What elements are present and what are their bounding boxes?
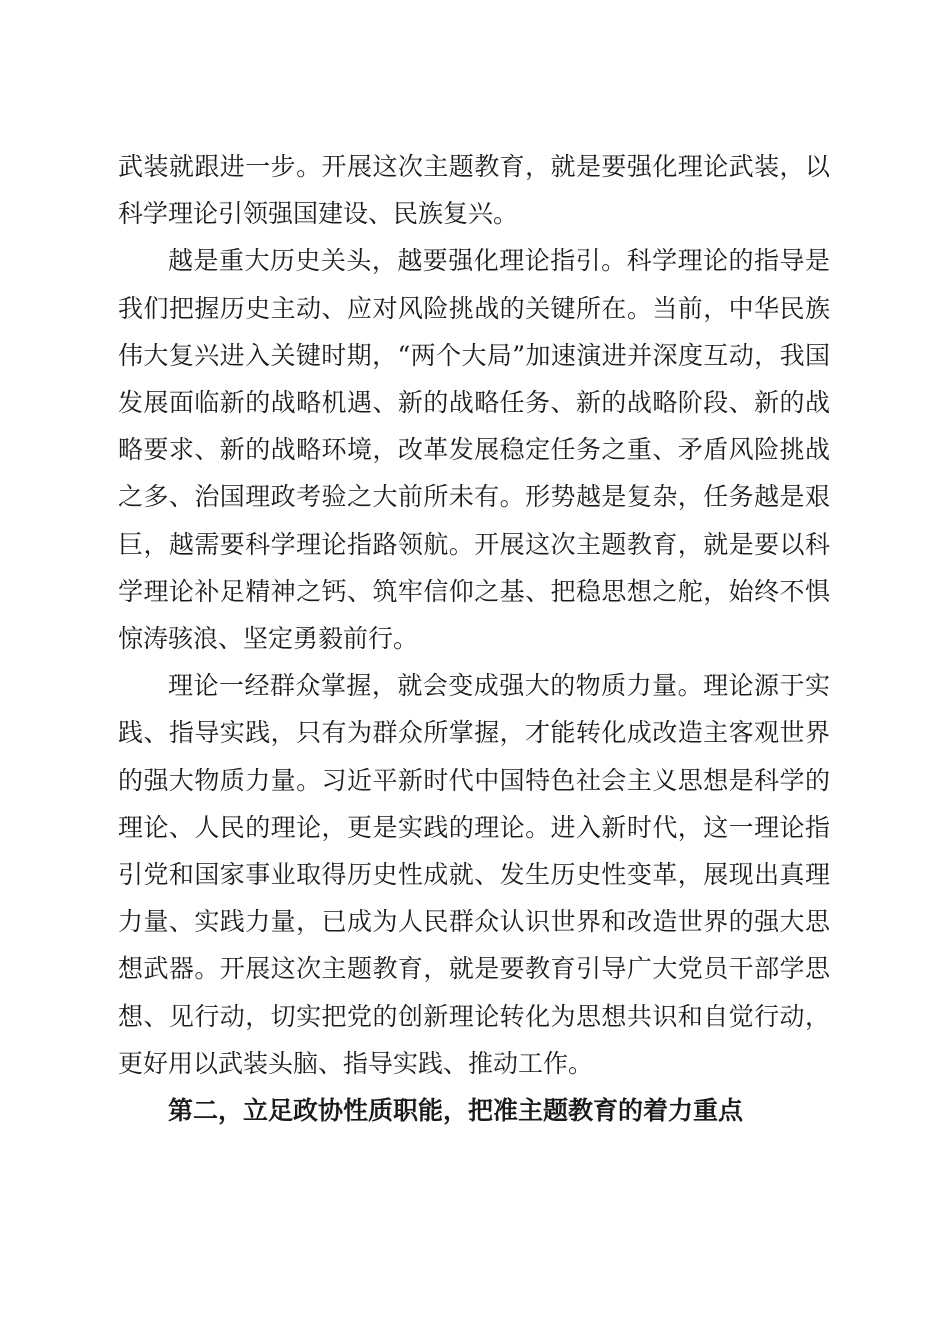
paragraph-theory-guidance: 越是重大历史关头，越要强化理论指引。科学理论的指导是我们把握历史主动、应对风险挑战的关键所在。当前，中华民族伟大复兴进入关键时期，“两个大局”加速演进并深度互动，我国发展面临新的战略机遇、新的战略任务、新的战略阶段、新的战略要求、新的战略环境，改革发展稳定任务之重、矛盾风险挑战之多、治国理政考验之大前所未有。形势越是复杂，任务越是艰巨，越需要科学理论指路领航。开展这次主题教育，就是要以科学理论补足精神之钙、筑牢信仰之基、把稳思想之舵，始终不惧惊涛骇浪、坚定勇毅前行。 [118, 246, 830, 654]
section-heading: 第二，立足政协性质职能，把准主题教育的着力重点 [168, 1096, 744, 1126]
document-body [118, 143, 830, 1134]
paragraph-continued: 武装就跟进一步。开展这次主题教育，就是要强化理论武装，以科学理论引领强国建设、民族复兴。 [118, 152, 830, 229]
paragraph-theory-masses: 理论一经群众掌握，就会变成强大的物质力量。理论源于实践、指导实践，只有为群众所掌握，才能转化成改造主客观世界的强大物质力量。习近平新时代中国特色社会主义思想是科学的理论、人民的理论，更是实践的理论。进入新时代，这一理论指引党和国家事业取得历史性成就、发生历史性变革，展现出真理力量、实践力量，已成为人民群众认识世界和改造世界的强大思想武器。开展这次主题教育，就是要教育引导广大党员干部学思想、见行动，切实把党的创新理论转化为思想共识和自觉行动，更好用以武装头脑、指导实践、推动工作。 [118, 671, 830, 1078]
